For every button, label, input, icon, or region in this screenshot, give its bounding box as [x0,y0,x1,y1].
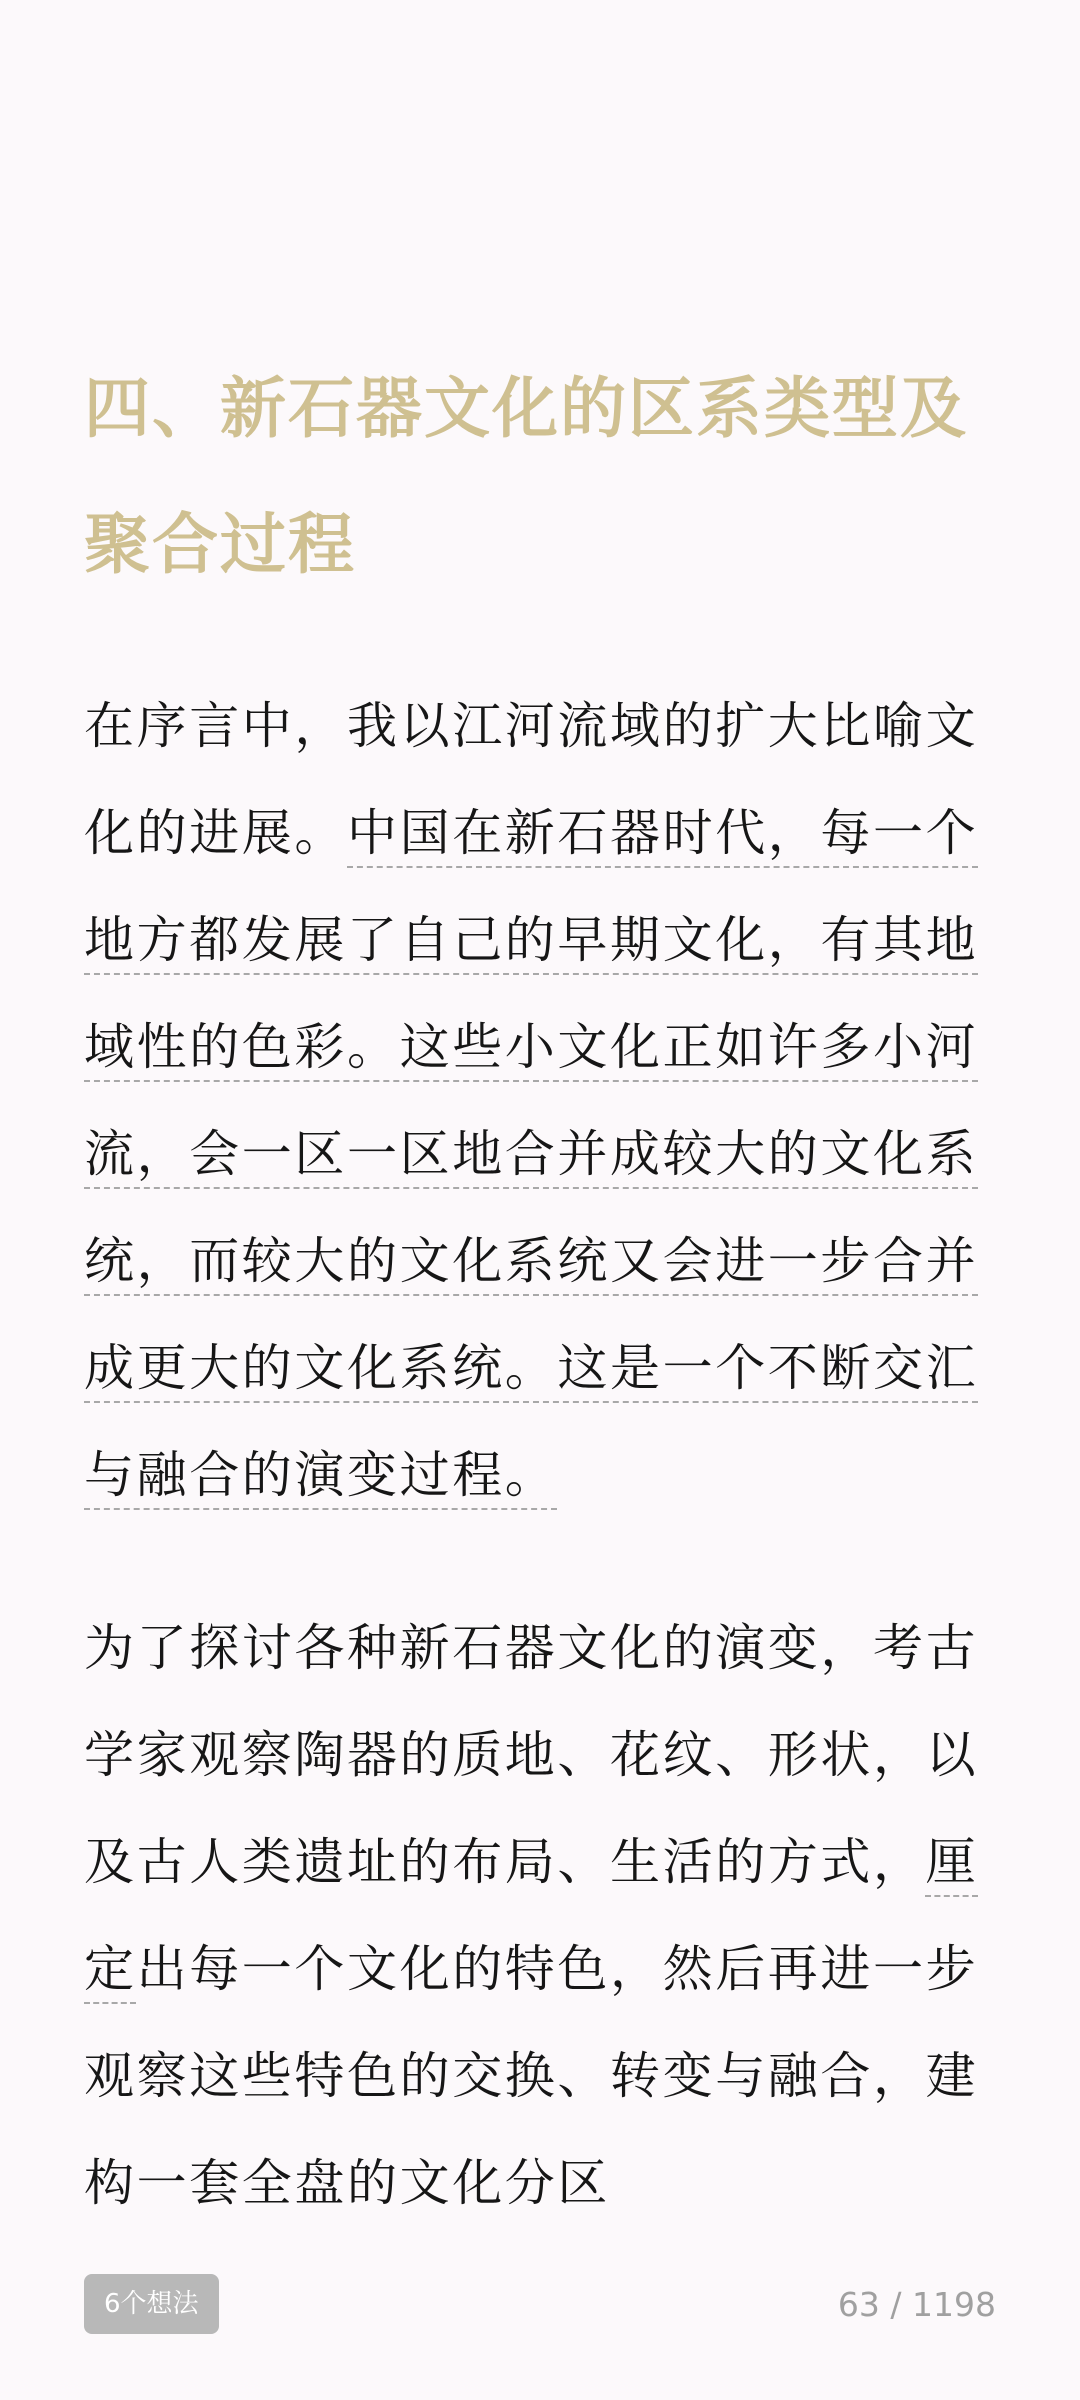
paragraph-text: 在序言中，我以江河流域的扩大比喻文化的进展。 [84,697,979,862]
thoughts-count-button[interactable]: 6个想法 [84,2274,219,2334]
thought-highlight[interactable]: 中国在新石器时代，每一个地方都发展了自己的早期文化，有其地域性的色彩。这些小文化正如许多小河流，会一区一区地合并成较大的文化系统，而较大的文化系统又会进一步合并成更大的文化系统。这是一个不断交汇与融合的演变过程。 [84,804,979,1504]
paragraph-text: 为了探讨各种新石器文化的演变，考古学家观察陶器的质地、花纹、形状，以及古人类遗址的布局、生活的方式， [84,1619,979,1891]
page-indicator: 63 / 1198 [837,2285,996,2324]
thought-highlight[interactable]: 厘定 [84,1833,979,1998]
chapter-title: 四、新石器文化的区系类型及聚合过程 [84,369,968,583]
paragraph-1 [84,673,1004,1529]
paragraph-text: 出每一个文化的特色，然后再进一步观察这些特色的交换、转变与融合，建构一套全盘的文化分区 [84,1940,979,2212]
paragraph-2 [84,1595,1004,2237]
